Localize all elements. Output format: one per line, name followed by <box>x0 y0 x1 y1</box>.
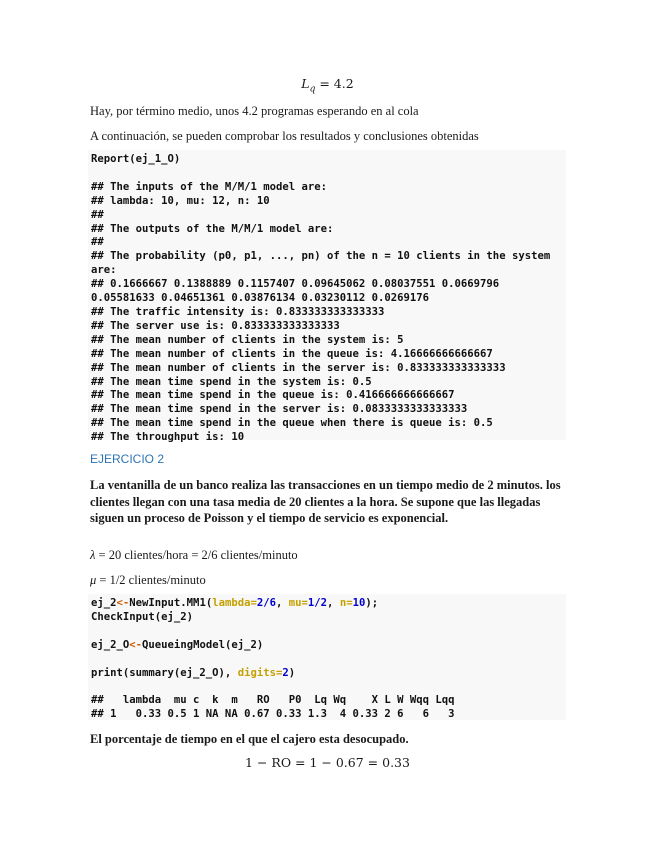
code-block-queue <box>88 594 566 720</box>
mu-symbol: μ <box>90 573 97 587</box>
code-output-line: ## The mean number of clients in the system is: 5 <box>91 333 404 346</box>
paragraph-check: A continuación, se pueden comprobar los resultados y conclusiones obtenidas <box>90 129 479 143</box>
code-line-newinput: ej_2<-NewInput.MM1(lambda=2/6, mu=1/2, n=10); <box>91 597 379 609</box>
code-line-queueingmodel: ej_2_O<-QueueingModel(ej_2) <box>91 638 264 651</box>
lambda-definition <box>90 547 570 563</box>
code-command: Report(ej_1_O) <box>91 153 181 165</box>
code-output-line: ## The outputs of the M/M/1 model are: <box>91 222 334 235</box>
eq-var: L <box>301 76 310 91</box>
code-output-line: ## <box>91 236 104 249</box>
code-output-line: ## The throughput is: 10 <box>91 431 245 444</box>
code-output-line: ## The mean time spend in the server is: 0.0833333333333333 <box>91 403 468 416</box>
code-output-line: ## The mean time spend in the queue when there is queue is: 0.5 <box>91 417 493 430</box>
summary-header: ## lambda mu c k m RO P0 Lq Wq X L W Wqq Lqq <box>91 694 455 707</box>
code-output-line: ## 0.1666667 0.1388889 0.1157407 0.09645062 0.08037551 0.0669796 <box>91 278 500 291</box>
problem-statement: La ventanilla de un banco realiza las transacciones en un tiempo medio de 2 minutos. los clientes llegan con una tasa media de 20 clientes a la hora. Se supone que las llegadas siguen un proceso de Poisson y el tiempo de servicio es exponencial. <box>90 478 561 525</box>
code-line-checkinput: CheckInput(ej_2) <box>91 610 194 623</box>
paragraph-result: Hay, por término medio, unos 4.2 programas esperando en al cola <box>90 104 419 118</box>
code-output-line: ## The traffic intensity is: 0.833333333333333 <box>91 305 385 318</box>
code-output <box>91 181 563 445</box>
code-line-print: print(summary(ej_2_O), digits=2) <box>91 666 296 679</box>
equation-ro: 1 − RO = 1 − 0.67 = 0.33 <box>245 755 410 770</box>
lambda-symbol: λ <box>90 548 96 562</box>
conclusion-text: El porcentaje de tiempo en el que el cajero esta desocupado. <box>90 732 409 746</box>
code-output-line: ## The mean time spend in the system is: 0.5 <box>91 375 372 388</box>
code-output-line: ## The inputs of the M/M/1 model are: <box>91 180 327 193</box>
code-block-report <box>88 150 566 444</box>
code-output-line: ## The server use is: 0.833333333333333 <box>91 319 340 332</box>
equation-lq <box>0 76 655 95</box>
mu-definition <box>90 572 570 588</box>
code-output-line: ## The mean time spend in the queue is: 0.416666666666667 <box>91 389 455 402</box>
eq-sub: q <box>309 84 316 95</box>
code-output-line: 0.05581633 0.04651361 0.03876134 0.03230112 0.0269176 <box>91 292 430 305</box>
code-output-line: ## lambda: 10, mu: 12, n: 10 <box>91 194 270 207</box>
code-output-line: ## The mean number of clients in the queue is: 4.16666666666667 <box>91 347 493 360</box>
section-heading: EJERCICIO 2 <box>90 452 165 466</box>
summary-row: ## 1 0.33 0.5 1 NA NA 0.67 0.33 1.3 4 0.33 2 6 6 3 <box>91 708 455 721</box>
mu-text: = 1/2 clientes/minuto <box>96 573 206 587</box>
code-output-line: ## The probability (p0, p1, ..., pn) of the n = 10 clients in the system are: <box>91 250 557 277</box>
lambda-text: = 20 clientes/hora = 2/6 clientes/minuto <box>95 548 298 562</box>
code-output-line: ## The mean number of clients in the server is: 0.833333333333333 <box>91 361 506 374</box>
eq-rest: = 4.2 <box>319 76 354 91</box>
code-output-line: ## <box>91 208 104 221</box>
